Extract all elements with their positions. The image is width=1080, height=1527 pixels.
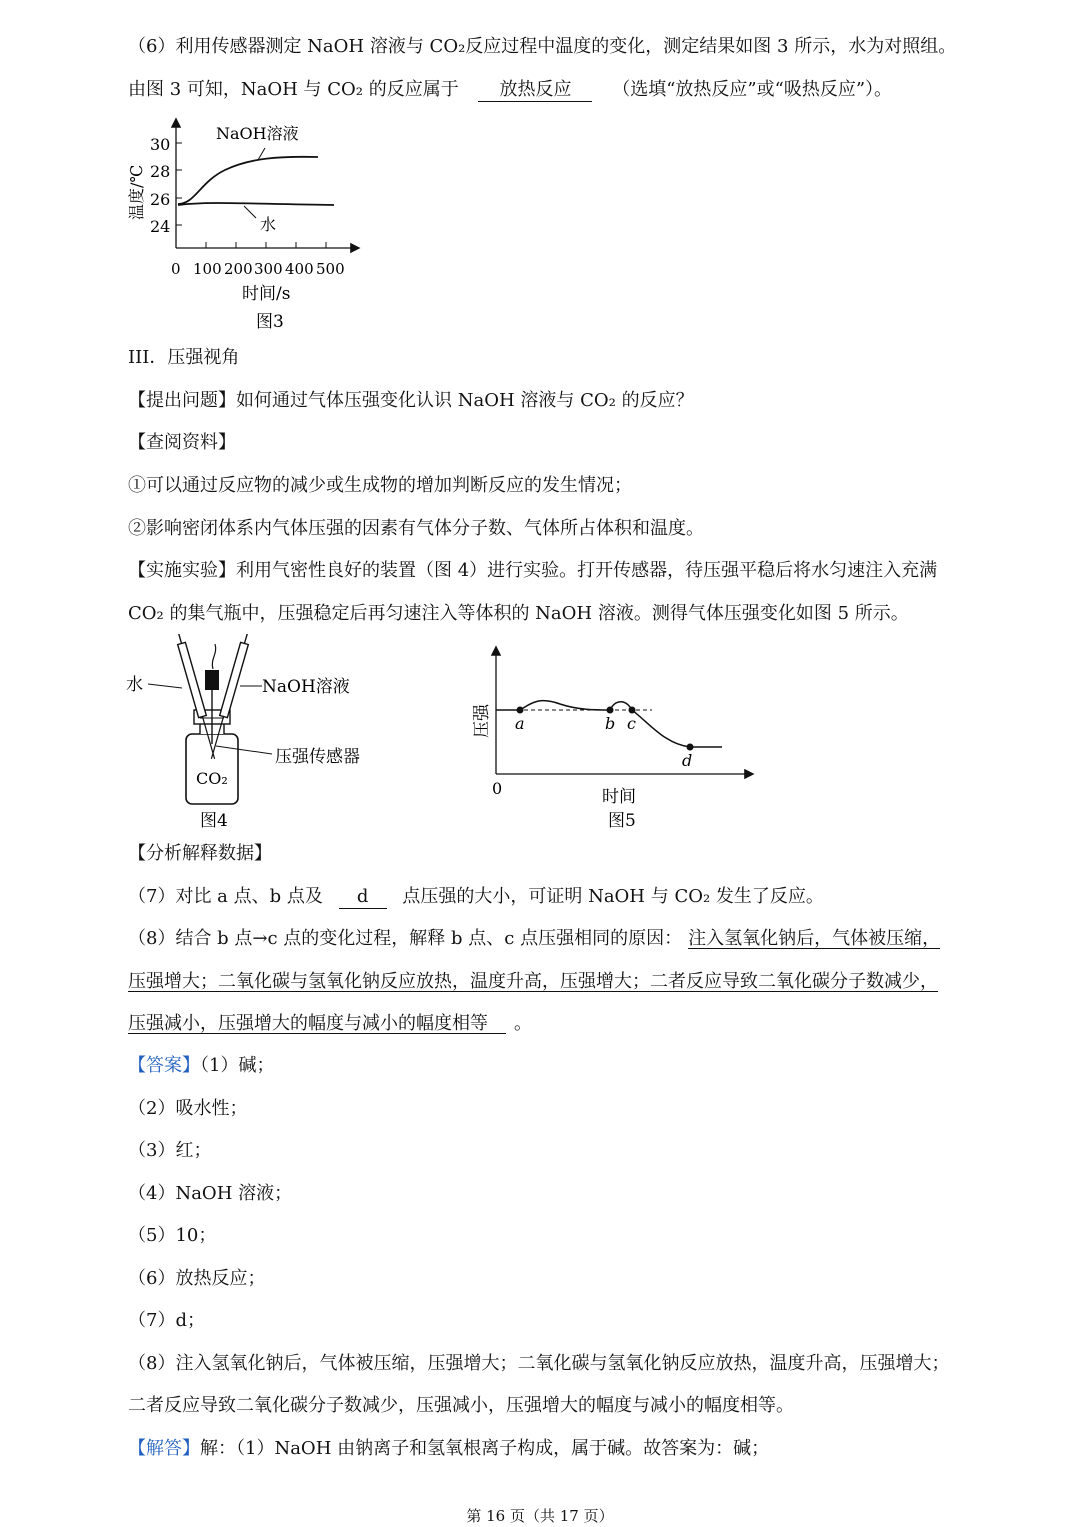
figure-4-apparatus — [120, 634, 390, 834]
q6-line2-post: （选填“放热反应”或“吸热反应”）。 — [612, 79, 893, 100]
fig3-xtick-0: 0 — [171, 260, 181, 278]
fig3-caption: 图3 — [256, 312, 284, 332]
fig3-xtick-200: 200 — [224, 260, 253, 278]
fig5-label-d: d — [682, 751, 693, 770]
fig3-y-label: 温度/℃ — [127, 164, 146, 220]
fig3-naoh-curve — [178, 157, 318, 204]
q6-line2 — [128, 78, 892, 102]
fig4-water-label: 水 — [126, 675, 143, 695]
answer-5: （5）10； — [128, 1225, 217, 1246]
fig5-point-a — [517, 707, 524, 714]
fig5-point-b — [607, 707, 614, 714]
section3-materials-title: 【查阅资料】 — [128, 432, 236, 453]
fig5-y-label: 压强 — [472, 704, 492, 738]
q6-answer-blank: 放热反应 — [478, 79, 592, 102]
fig5-caption: 图5 — [608, 811, 636, 831]
fig5-point-c — [629, 707, 636, 714]
section3-question: 【提出问题】如何通过气体压强变化认识 NaOH 溶液与 CO₂ 的反应？ — [128, 390, 694, 411]
q8-answer-part2: 压强增大；二氧化碳与氢氧化钠反应放热，温度升高，压强增大；二者反应导致二氧化碳分子数减少， — [128, 971, 938, 992]
fig3-xtick-100: 100 — [193, 260, 222, 278]
page-footer: 第 16 页（共 17 页） — [466, 1507, 614, 1525]
fig3-xtick-400: 400 — [285, 260, 314, 278]
fig3-x-label: 时间/s — [242, 284, 291, 304]
analysis-title: 【分析解释数据】 — [128, 843, 272, 864]
q7-answer-blank: d — [339, 886, 387, 909]
fig5-label-c: c — [627, 714, 636, 733]
q8-end: 。 — [514, 1013, 532, 1034]
section3-material-2: ②影响密闭体系内气体压强的因素有气体分子数、气体所占体积和温度。 — [128, 518, 704, 539]
answer-2: （2）吸水性； — [128, 1098, 248, 1119]
fig3-xtick-300: 300 — [254, 260, 283, 278]
fig3-ytick-24: 24 — [150, 217, 171, 236]
answer-3: （3）红； — [128, 1140, 212, 1161]
q8-answer-part1: 注入氢氧化钠后，气体被压缩， — [688, 928, 941, 949]
section3-experiment-line2: CO₂ 的集气瓶中，压强稳定后再匀速注入等体积的 NaOH 溶液。测得气体压强变化如图 5 所示。 — [128, 603, 909, 624]
q7-pre: （7）对比 a 点、b 点及 — [128, 886, 323, 907]
answer-label: 【答案】 — [128, 1055, 200, 1076]
q7-line — [128, 885, 824, 909]
solution-text: 解：（1）NaOH 由钠离子和氢氧根离子构成，属于碱。故答案为：碱； — [200, 1438, 770, 1459]
answer-line1 — [128, 1054, 274, 1078]
answer-6: （6）放热反应； — [128, 1268, 266, 1289]
fig3-water-curve — [178, 203, 334, 205]
fig3-ytick-26: 26 — [150, 190, 171, 209]
fig4-naoh-label: NaOH溶液 — [262, 677, 350, 697]
fig5-point-d — [687, 744, 694, 751]
answer-1: （1）碱； — [200, 1055, 275, 1076]
section3-title: III．压强视角 — [128, 347, 240, 368]
fig5-origin: 0 — [492, 779, 503, 798]
section3-material-1: ①可以通过反应物的减少或生成物的增加判断反应的发生情况； — [128, 475, 632, 496]
fig3-naoh-label: NaOH溶液 — [216, 124, 299, 143]
q8-pre: （8）结合 b 点→c 点的变化过程，解释 b 点、c 点压强相同的原因： — [128, 928, 683, 949]
figure-3-temperature-chart — [120, 112, 380, 337]
fig4-bottle-label: CO₂ — [196, 769, 228, 788]
fig4-sensor-label: 压强传感器 — [275, 747, 360, 767]
figure-5-pressure-chart — [460, 640, 760, 835]
fig5-label-b: b — [605, 714, 616, 733]
fig3-water-label: 水 — [260, 215, 277, 234]
solution-label: 【解答】 — [128, 1438, 200, 1459]
answer-7: （7）d； — [128, 1310, 205, 1331]
answer-4: （4）NaOH 溶液； — [128, 1183, 293, 1204]
fig5-x-label: 时间 — [602, 787, 636, 807]
fig5-label-a: a — [515, 714, 525, 733]
fig3-xtick-500: 500 — [316, 260, 345, 278]
q8-answer-part3: 压强减小，压强增大的幅度与减小的幅度相等 — [128, 1013, 488, 1034]
q6-line1: （6）利用传感器测定 NaOH 溶液与 CO₂反应过程中温度的变化，测定结果如图 3 所示，水为对照组。 — [128, 36, 957, 57]
q8-line3 — [128, 1012, 532, 1036]
q8-line1 — [128, 927, 940, 951]
answer-8-line1: （8）注入氢氧化钠后，气体被压缩，压强增大；二氧化碳与氢氧化钠反应放热，温度升高，压强增大； — [128, 1353, 950, 1374]
q7-post: 点压强的大小，可证明 NaOH 与 CO₂ 发生了反应。 — [402, 886, 824, 907]
fig3-ytick-30: 30 — [150, 135, 171, 154]
answer-8-line2: 二者反应导致二氧化碳分子数减少，压强减小，压强增大的幅度与减小的幅度相等。 — [128, 1395, 794, 1416]
q6-line2-pre: 由图 3 可知，NaOH 与 CO₂ 的反应属于 — [128, 79, 459, 100]
solution-line — [128, 1437, 769, 1461]
fig4-caption: 图4 — [200, 811, 228, 831]
section3-experiment-line1: 【实施实验】利用气密性良好的装置（图 4）进行实验。打开传感器，待压强平稳后将水匀速注入充满 — [128, 560, 938, 581]
fig3-ytick-28: 28 — [150, 162, 171, 181]
